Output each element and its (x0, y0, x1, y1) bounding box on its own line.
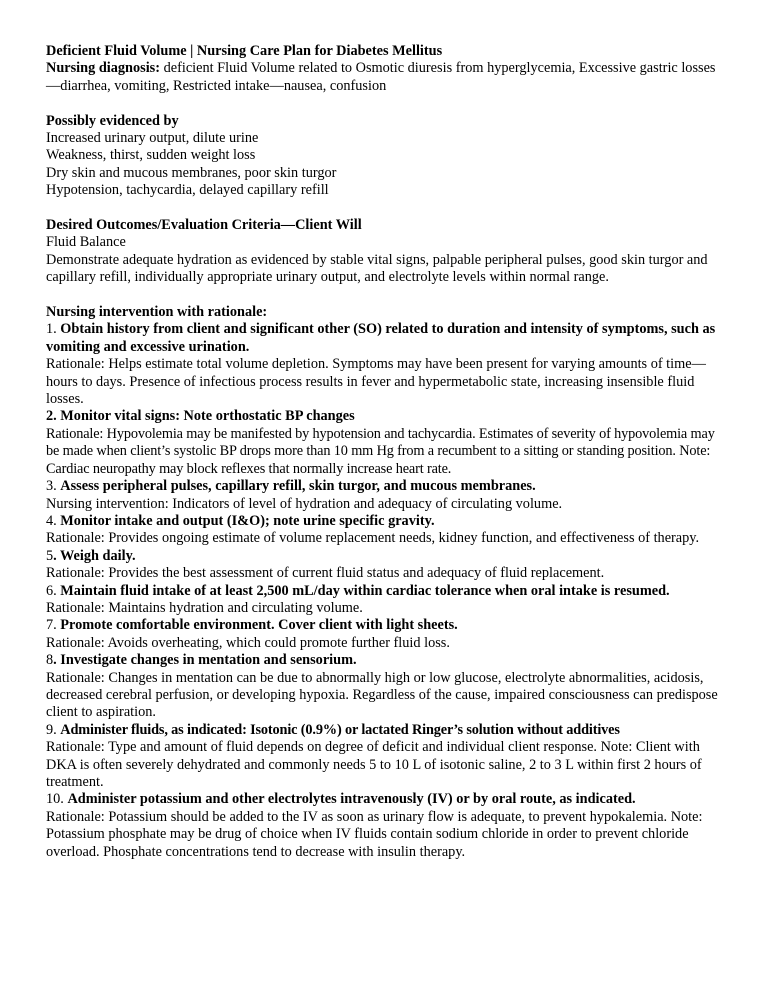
intervention-title: Administer potassium and other electrolytes intravenously (IV) or by oral route, as indicated. (67, 791, 636, 808)
intervention-title-line (46, 513, 728, 530)
intervention-title: Obtain history from client and significant other (SO) related to duration and intensity of symptoms, such as vomiting and excessive urination. (46, 321, 716, 355)
spacer (46, 287, 728, 304)
intervention-number: 2. (46, 408, 61, 425)
intervention-rationale: Rationale: Changes in mentation can be due to abnormally high or low glucose, electrolyte abnormalities, acidosis, decreased cerebral perfusion, or developing hypoxia. Regardless of the cause, impaired consciousness can predispose client to aspiration. (46, 669, 718, 721)
spacer (46, 95, 728, 112)
intervention-item (46, 478, 728, 513)
intervention-title-line (46, 617, 728, 634)
intervention-number: 3. (46, 478, 61, 495)
intervention-number: 5 (46, 547, 54, 564)
intervention-number: 1. (46, 321, 61, 338)
intervention-rationale: Rationale: Maintains hydration and circulating volume. (46, 599, 363, 616)
outcomes-text: Demonstrate adequate hydration as evidenced by stable vital signs, palpable peripheral pulses, good skin turgor and capillary refill, individually appropriate urinary output, and electrolyte levels within normal range. (46, 251, 708, 286)
intervention-rationale: Rationale: Provides the best assessment of current fluid status and adequacy of fluid replacement. (46, 565, 605, 582)
intervention-item (46, 548, 728, 583)
intervention-title: . Weigh daily. (53, 547, 136, 564)
intervention-title-line (46, 652, 728, 669)
evidence-item: Weakness, thirst, sudden weight loss (46, 147, 256, 164)
intervention-title: Administer fluids, as indicated: Isotonic (0.9%) or lactated Ringer’s solution without additives (60, 721, 620, 738)
spacer (46, 200, 728, 217)
nursing-diagnosis (46, 60, 728, 95)
intervention-title-line (46, 408, 728, 425)
intervention-item (46, 513, 728, 548)
intervention-title: Promote comfortable environment. Cover client with light sheets. (60, 617, 458, 634)
intervention-rationale: Rationale: Helps estimate total volume depletion. Symptoms may have been present for varying amounts of time—hours to days. Presence of infectious process results in fever and hypermetabolic state, increasing insensible fluid losses. (46, 356, 706, 408)
intervention-item (46, 321, 728, 408)
intervention-number: 7. (46, 617, 61, 634)
intervention-item (46, 722, 728, 792)
evidence-item: Dry skin and mucous membranes, poor skin turgor (46, 164, 337, 181)
intervention-title-line (46, 583, 728, 600)
intervention-rationale: Nursing intervention: Indicators of level of hydration and adequacy of circulating volume. (46, 495, 563, 512)
intervention-number: 4. (46, 512, 61, 529)
evidence-item: Increased urinary output, dilute urine (46, 130, 259, 147)
intervention-number: 9. (46, 721, 61, 738)
intervention-rationale: Rationale: Hypovolemia may be manifested by hypotension and tachycardia. Estimates of severity of hypovolemia may be made when client’s systolic BP drops more than 10 mm Hg from a recumbent to a sitting or standing position. Note: Cardiac neuropathy may block reflexes that normally increase heart rate. (46, 425, 715, 477)
outcomes-heading: Desired Outcomes/Evaluation Criteria—Client Will (46, 217, 362, 234)
intervention-title-line (46, 478, 728, 495)
intervention-number: 8 (46, 652, 54, 669)
intervention-title-line (46, 548, 728, 565)
evidence-heading: Possibly evidenced by (46, 112, 179, 129)
intervention-item (46, 408, 728, 478)
intervention-rationale: Rationale: Potassium should be added to the IV as soon as urinary flow is adequate, to prevent hypokalemia. Note: Potassium phosphate may be drug of choice when IV fluids contain sodium chloride in order to prevent chloride overload. Phosphate concentrations tend to decrease with insulin therapy. (46, 808, 703, 860)
intervention-title-line (46, 321, 728, 356)
diagnosis-text: deficient Fluid Volume related to Osmotic diuresis from hyperglycemia, Excessive gastric losses—diarrhea, vomiting, Restricted intake—nausea, confusion (46, 60, 716, 94)
intervention-item (46, 617, 728, 652)
intervention-title: Maintain fluid intake of at least 2,500 mL/day within cardiac tolerance when oral intake is resumed. (60, 582, 670, 599)
intervention-title-line (46, 791, 728, 808)
intervention-item (46, 791, 728, 861)
evidence-item: Hypotension, tachycardia, delayed capillary refill (46, 182, 329, 199)
document-title: Deficient Fluid Volume | Nursing Care Plan for Diabetes Mellitus (46, 43, 443, 59)
intervention-title: Monitor intake and output (I&O); note urine specific gravity. (60, 512, 435, 529)
interventions-heading: Nursing intervention with rationale: (46, 304, 268, 321)
intervention-title: . Investigate changes in mentation and sensorium. (53, 652, 357, 669)
diagnosis-label: Nursing diagnosis: (46, 60, 161, 77)
intervention-number: 10. (46, 791, 68, 808)
intervention-rationale: Rationale: Provides ongoing estimate of volume replacement needs, kidney function, and effectiveness of therapy. (46, 530, 700, 547)
intervention-title: Monitor vital signs: Note orthostatic BP changes (60, 408, 355, 425)
intervention-item (46, 583, 728, 618)
outcomes-subheading: Fluid Balance (46, 234, 126, 251)
intervention-title-line (46, 722, 728, 739)
intervention-rationale: Rationale: Avoids overheating, which could promote further fluid loss. (46, 634, 450, 651)
intervention-title: Assess peripheral pulses, capillary refill, skin turgor, and mucous membranes. (60, 478, 536, 495)
intervention-item (46, 652, 728, 722)
intervention-rationale: Rationale: Type and amount of fluid depends on degree of deficit and individual client response. Note: Client with DKA is often severely dehydrated and commonly needs 5 to 10 L of isotonic saline, 2 to 3 L within first 2 hours of treatment. (46, 739, 702, 791)
intervention-number: 6. (46, 582, 61, 599)
